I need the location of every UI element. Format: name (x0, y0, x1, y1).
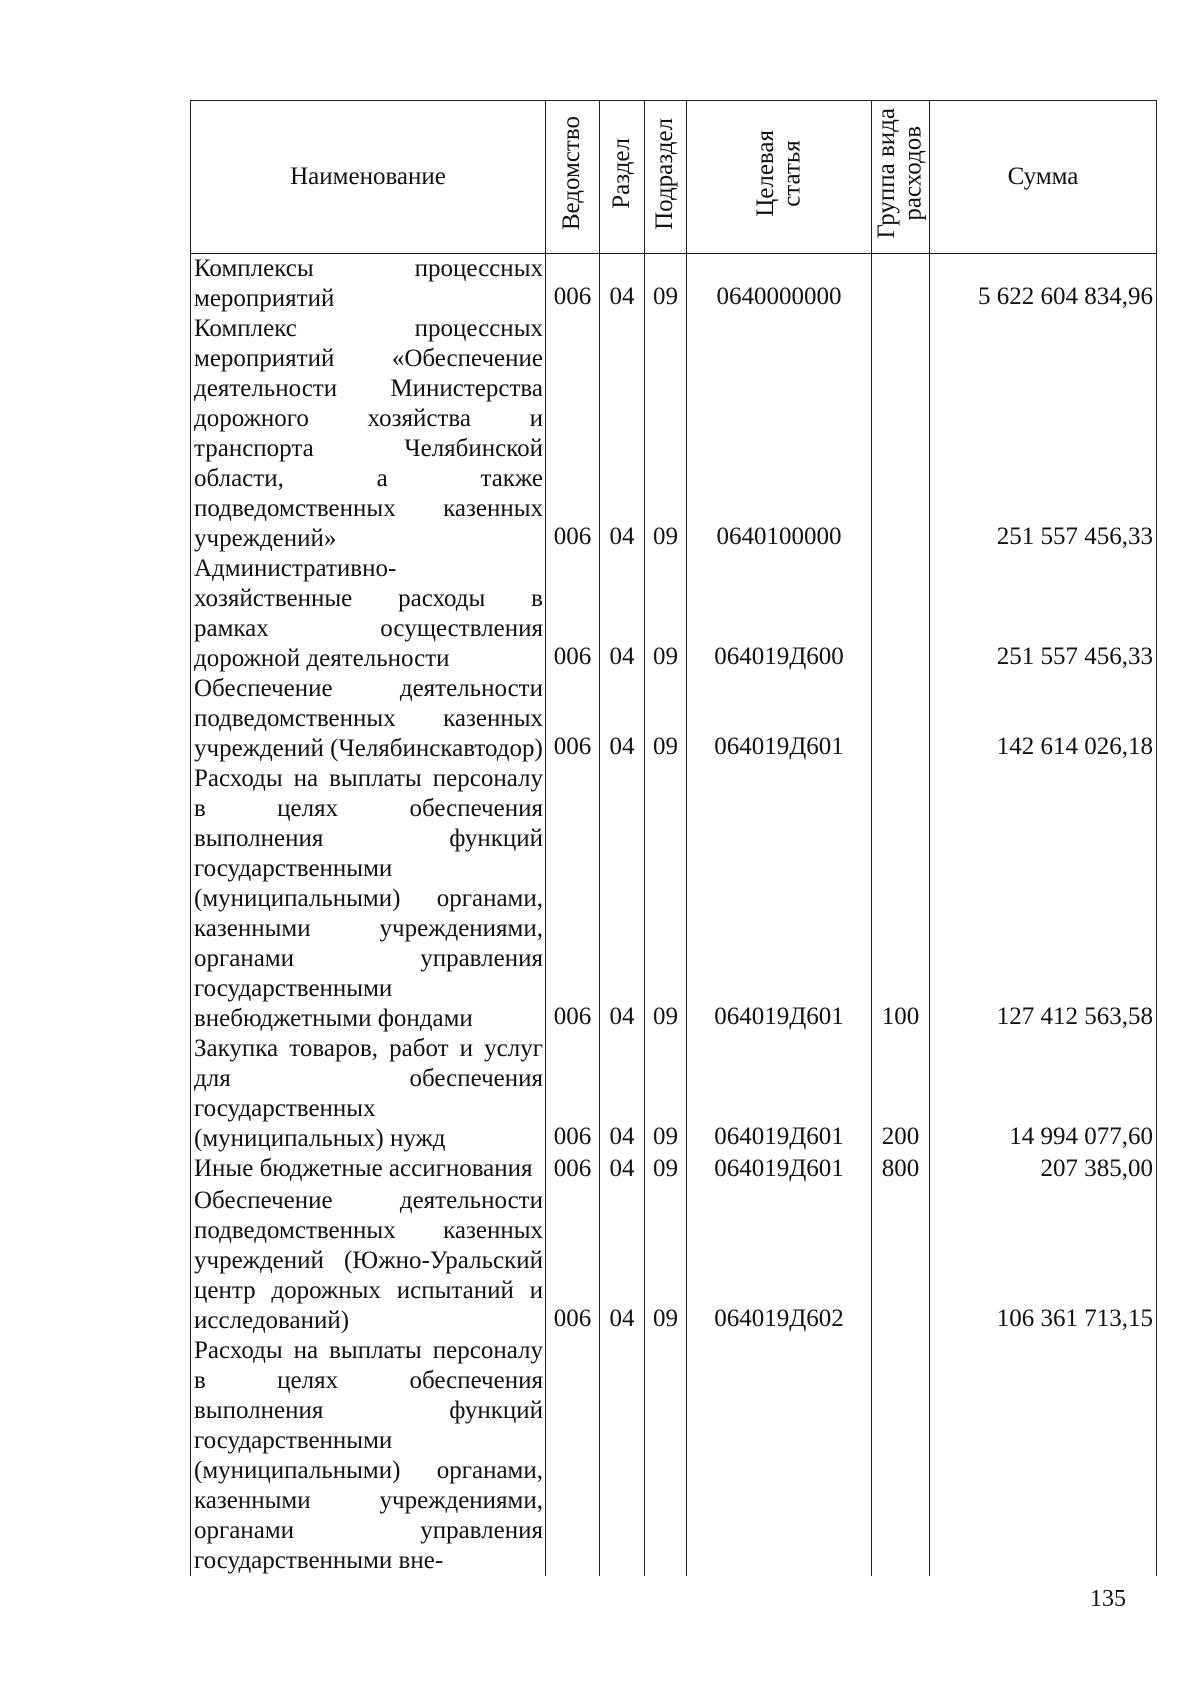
row-section: 04 (600, 254, 645, 315)
row-department: 006 (546, 254, 600, 315)
table-row (191, 254, 1157, 315)
row-subsection (645, 1336, 687, 1576)
row-sum: 5 622 604 834,96 (930, 254, 1157, 315)
row-name: Административно-хозяйственные расходы в рамках осуществления дорожной деятельности (191, 554, 546, 674)
row-name: Закупка товаров, работ и услуг для обеспечения государственных (муниципальных) нужд (191, 1034, 546, 1154)
row-name: Комплексы процессных мероприятий (191, 254, 546, 315)
row-group: 100 (872, 764, 930, 1034)
table-row (191, 764, 1157, 1034)
page-number: 135 (1090, 1586, 1126, 1612)
row-target: 064019Д602 (687, 1186, 872, 1336)
row-sum (930, 1336, 1157, 1576)
budget-table (190, 100, 1157, 1576)
header-section: Раздел (600, 101, 645, 254)
row-name: Обеспечение деятельности подведомственных казенных учреждений (Челябинскавтодор) (191, 674, 546, 764)
row-target: 064019Д600 (687, 554, 872, 674)
header-sum: Сумма (930, 101, 1157, 254)
header-group: Группа вида расходов (872, 101, 930, 254)
row-target: 064019Д601 (687, 1034, 872, 1154)
table-row (191, 1186, 1157, 1336)
table-row (191, 1336, 1157, 1576)
row-name: Расходы на выплаты персоналу в целях обеспечения выполнения функций государственными (муниципальными) органами, казенными учреждениями, органами управления государственными вне- (191, 1336, 546, 1576)
row-target: 0640000000 (687, 254, 872, 315)
row-group (872, 554, 930, 674)
row-section: 04 (600, 1034, 645, 1154)
row-group: 200 (872, 1034, 930, 1154)
row-subsection: 09 (645, 674, 687, 764)
row-subsection: 09 (645, 554, 687, 674)
row-department: 006 (546, 674, 600, 764)
header-department: Ведомство (546, 101, 600, 254)
row-section: 04 (600, 314, 645, 554)
row-subsection: 09 (645, 764, 687, 1034)
row-group (872, 1186, 930, 1336)
row-target: 064019Д601 (687, 674, 872, 764)
header-subsection: Подраздел (645, 101, 687, 254)
row-group (872, 314, 930, 554)
row-group (872, 1336, 930, 1576)
table-row (191, 1034, 1157, 1154)
row-section: 04 (600, 674, 645, 764)
row-sum: 106 361 713,15 (930, 1186, 1157, 1336)
row-sum: 142 614 026,18 (930, 674, 1157, 764)
row-department: 006 (546, 1034, 600, 1154)
row-sum: 207 385,00 (930, 1154, 1157, 1186)
row-subsection: 09 (645, 1186, 687, 1336)
row-name: Обеспечение деятельности подведомственных казенных учреждений (Южно-Уральский центр дорожных испытаний и исследований) (191, 1186, 546, 1336)
row-section (600, 1336, 645, 1576)
table-row (191, 674, 1157, 764)
row-group: 800 (872, 1154, 930, 1186)
table-row (191, 554, 1157, 674)
row-department: 006 (546, 1186, 600, 1336)
row-department: 006 (546, 554, 600, 674)
row-group (872, 254, 930, 315)
row-subsection: 09 (645, 254, 687, 315)
row-group (872, 674, 930, 764)
table-header (191, 101, 1157, 254)
row-department: 006 (546, 1154, 600, 1186)
row-sum: 251 557 456,33 (930, 554, 1157, 674)
row-name: Комплекс процессных мероприятий «Обеспечение деятельности Министерства дорожного хозяйства и транспорта Челябинской области, а также подведомственных казенных учреждений» (191, 314, 546, 554)
row-target (687, 1336, 872, 1576)
row-section: 04 (600, 554, 645, 674)
row-section: 04 (600, 1186, 645, 1336)
table-body (191, 254, 1157, 1577)
row-sum: 14 994 077,60 (930, 1034, 1157, 1154)
row-sum: 127 412 563,58 (930, 764, 1157, 1034)
row-name: Расходы на выплаты персоналу в целях обеспечения выполнения функций государственными (муниципальными) органами, казенными учреждениями, органами управления государственными внебюджетными фондами (191, 764, 546, 1034)
row-section: 04 (600, 764, 645, 1034)
row-department: 006 (546, 764, 600, 1034)
header-name: Наименование (191, 101, 546, 254)
row-target: 0640100000 (687, 314, 872, 554)
row-target: 064019Д601 (687, 1154, 872, 1186)
header-target: Целевая статья (687, 101, 872, 254)
row-subsection: 09 (645, 314, 687, 554)
row-department (546, 1336, 600, 1576)
row-subsection: 09 (645, 1034, 687, 1154)
row-section: 04 (600, 1154, 645, 1186)
table-row (191, 314, 1157, 554)
table-row (191, 1154, 1157, 1186)
row-target: 064019Д601 (687, 764, 872, 1034)
row-name: Иные бюджетные ассигнования (191, 1154, 546, 1186)
row-subsection: 09 (645, 1154, 687, 1186)
row-sum: 251 557 456,33 (930, 314, 1157, 554)
row-department: 006 (546, 314, 600, 554)
